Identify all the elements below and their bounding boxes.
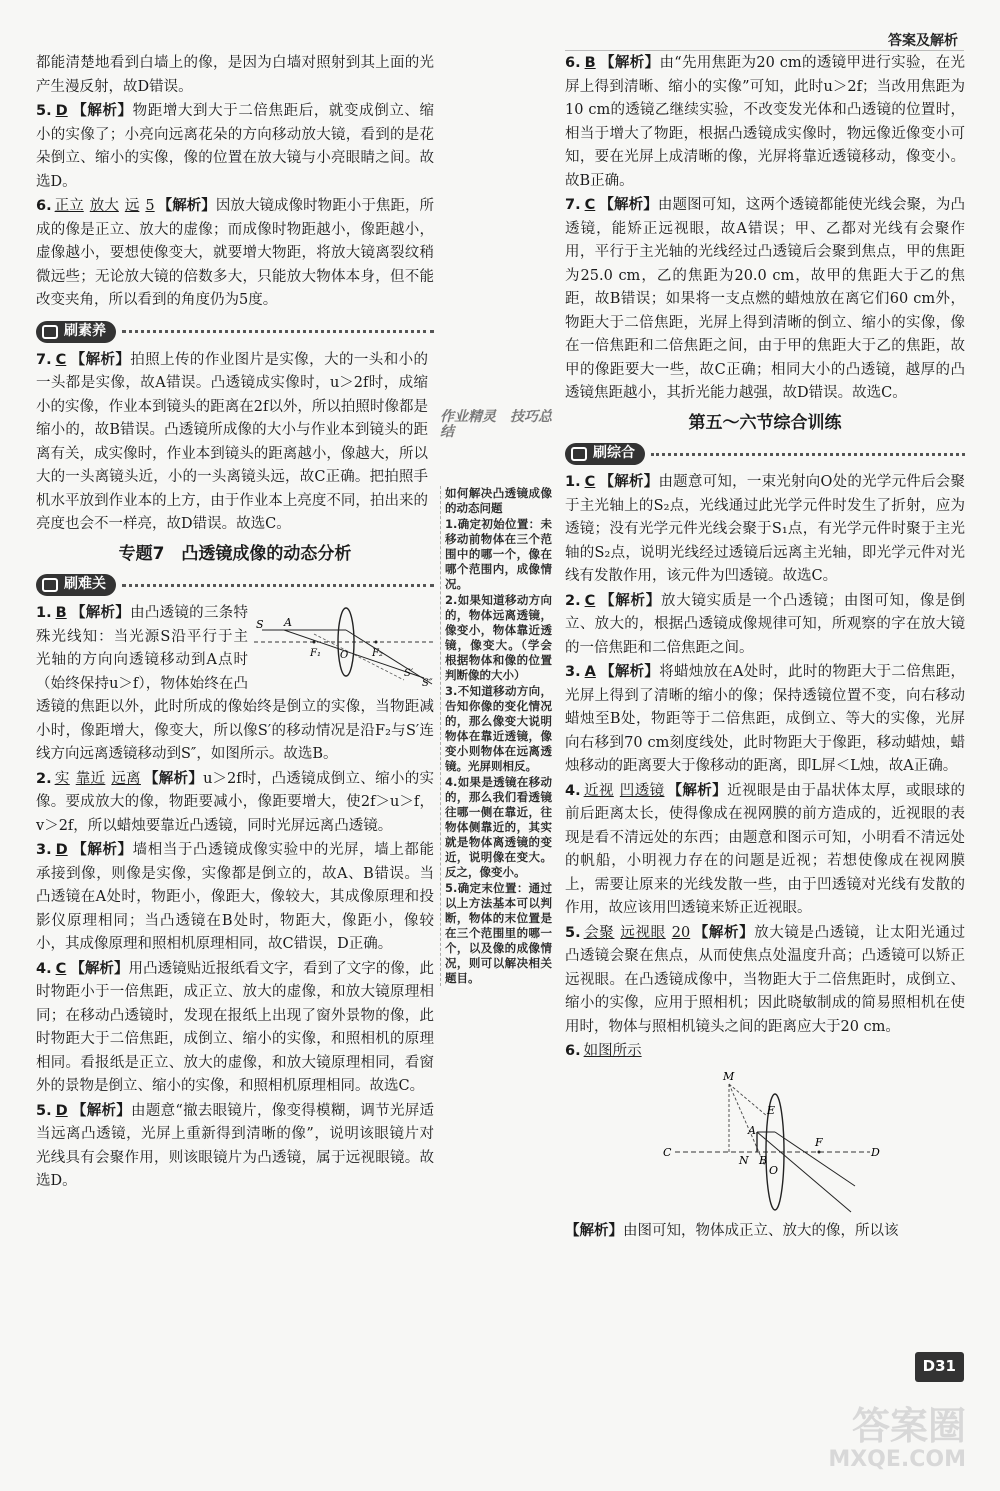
tip-title: 作业精灵 技巧总结 xyxy=(440,409,552,440)
answer-item-s3: 3. D 【解析】墙相当于凸透镜成像实验中的光屏，墙上都能承接到像，则像是实像，实像都是倒立的，故A、B错误。当凸透镜在A处时，物距小，像距大，像较大，其成像原理和投影仪原理相同；当凸透镜在B处时，物距大，像距小，像较小，其成像原理和照相机原理相同，故C错误，D正确。 xyxy=(36,842,435,952)
section-bar-comprehensive xyxy=(565,441,965,467)
header-label: 答案及解析 xyxy=(888,33,958,49)
answer-item-c5: 5. 会聚 远视眼 20 【解析】放大镜是凸透镜，让太阳光通过凸透镜会聚在焦点，从而使焦点处温度升高；凸透镜可以矫正远视眼。在凸透镜成像中，当物距大于二倍焦距时，成倒立、缩小的实像，应用于照相机；因此晓敏制成的简易照相机在使用时，物体与照相机镜头之间的距离应大于20 cm。 xyxy=(565,924,966,1035)
lens-ray-diagram-2 xyxy=(655,1066,885,1218)
tip-line: 4.如果是透镜在移动的，那么我们看透镜往哪一侧在靠近，往物体侧靠近的，其实就是物体离透镜的变近，说明像在变大。反之，像变小。 xyxy=(445,775,552,879)
tip-content xyxy=(440,486,552,986)
svg-text:S″: S″ xyxy=(422,678,433,688)
svg-text:N: N xyxy=(739,1153,749,1167)
answer-item-c2: 2. C 【解析】放大镜实质是一个凸透镜；由图可知，像是倒立、放大的，根据凸透镜成像规律可知，所观察的字在放大镜的一倍焦距和二倍焦距之间。 xyxy=(565,592,966,656)
dotted-divider xyxy=(122,330,434,333)
section-bar-hard xyxy=(36,572,434,598)
answer-choice: C xyxy=(584,474,596,490)
tip-line: 5.确定末位置：通过以上方法基本可以判断，物体的末位置是在三个范围里的哪一个，以及像的成像情况，则可以解决相关题目。 xyxy=(445,881,552,985)
answer-item-s4: 4. C 【解析】用凸透镜贴近报纸看文字，看到了文字的像，此时物距小于一倍焦距，成正立、放大的虚像，和放大镜原理相同；在移动凸透镜时，发现在报纸上出现了窗外景物的像，此时物距大于二倍焦距，成倒立、缩小的实像，和照相机的原理相同。看报纸是正立、放大的虚像，和放大镜原理相同，看窗外的景物是倒立、缩小的实像，和照相机原理相同。故选C。 xyxy=(36,960,435,1094)
answer-choice: B xyxy=(584,55,596,71)
tip-sidebar xyxy=(440,410,552,987)
book-icon xyxy=(42,325,58,339)
section-title: 第五～六节综合训练 xyxy=(688,412,842,433)
dotted-divider xyxy=(122,584,434,587)
answer-item-c6: 6. 如图所示 xyxy=(565,1043,642,1059)
svg-text:S′: S′ xyxy=(404,668,414,679)
answer-item-5: 5. D 【解析】物距增大到大于二倍焦距后，就变成倒立、缩小的实像了；小亮向远离花朵的方向移动放大镜，看到的是花朵倒立、缩小的实像，像的位置在放大镜与小亮眼睛之间。故选D。 xyxy=(36,103,435,190)
watermark-text: 答案圈 xyxy=(851,1404,966,1448)
svg-text:D: D xyxy=(871,1145,880,1159)
answer-choice: D xyxy=(55,103,68,119)
paragraph-continuation: 都能清楚地看到白墙上的像，是因为白墙对照射到其上面的光产生漫反射，故D错误。 xyxy=(36,55,434,95)
tip-line: 如何解决凸透镜成像的动态问题 xyxy=(445,486,552,515)
book-icon xyxy=(42,578,58,592)
tip-line: 2.如果知道移动方向的，物体远离透镜，像变小，物体靠近透镜，像变大。（学会根据物体和像的位置判断像的大小） xyxy=(445,593,552,682)
svg-text:F₂: F₂ xyxy=(372,648,383,659)
tip-line: 1.确定初始位置：未移动前物体在三个范围中的哪一个，像在哪个范围内，成像情况。 xyxy=(445,517,552,591)
svg-text:O: O xyxy=(769,1163,779,1177)
tip-line: 3.不知道移动方向，告知你像的变化情况的，那么像变大说明物体在靠近透镜，像变小则物体在远离透镜。光屏则相反。 xyxy=(445,684,552,773)
answer-item-s1: S A F₁ O F₂ S′ S″ 1. B 【解析】由凸透镜的三条特殊光线知：当光源S沿平行于主光轴的方向向透镜移动到A点时（始终保持u＞f），物体始终在凸透镜的焦距以外，此时所成的像始终是倒立的实像，当物距减小时，像距增大，像变大，所以像S′的移动情况是沿F₂与S′连线方向远离透镜移动到S″，如图所示。故选B。 xyxy=(36,605,434,762)
answer-choice: B xyxy=(55,605,67,621)
section-badge: 刷难关 xyxy=(36,574,116,596)
answer-choice: A xyxy=(584,664,596,680)
answer-item-7: 7. C 【解析】拍照上传的作业图片是实像，大的一头和小的一头都是实像，故A错误。凸透镜成实像时，u＞2f时，成缩小的实像，作业本到镜头的距离在2f以外，所以拍照时像都是缩小的，故B错误。凸透镜所成像的大小与作业本到镜头的距离有关，成实像时，作业本到镜头的距离越小，像越大，所以大的一头离镜头近，小的一头离镜头远，故C正确。把拍照手机水平放到作业本的上方，由于作业本上亮度不同，拍出来的亮度也会不一样亮，故D错误。故选C。 xyxy=(36,351,429,532)
svg-text:A: A xyxy=(748,1123,756,1137)
svg-text:S: S xyxy=(256,618,264,631)
answer-choice: D xyxy=(55,842,68,858)
svg-text:C: C xyxy=(663,1145,672,1159)
section-badge: 刷综合 xyxy=(565,443,645,465)
left-column xyxy=(36,52,434,1195)
page-number: D31 xyxy=(915,1352,964,1382)
header-rule xyxy=(565,50,964,51)
answer-choice: C xyxy=(584,592,596,609)
book-icon xyxy=(571,447,587,461)
answer-choice: C xyxy=(55,960,67,977)
answer-item-s2: 2. 实 靠近 远离 【解析】u＞2f时，凸透镜成倒立、缩小的实像。要成放大的像，物距要减小，像距要增大，使2f＞u＞f，v＞2f，所以蜡烛要靠近凸透镜，同时光屏远离凸透镜。 xyxy=(36,770,435,834)
answer-item-r7: 7. C 【解析】由题图可知，这两个透镜都能使光线会聚，为凸透镜，能矫正远视眼，故A错误；甲、乙都对光线有会聚作用，平行于主光轴的光线经过凸透镜后会聚到焦点，甲的焦距为25.0 cm，乙的焦距为20.0 cm，故甲的焦距大于乙的焦距，故B错误；如果将一支点燃的蜡烛放在离它们60 cm外，物距大于二倍焦距，光屏上得到清晰的倒立、缩小的实像，像在一倍焦距和二倍焦距之间，由于甲的焦距大于乙的焦距，故甲的像距要大一些，故C正确；相同大小的凸透镜，越厚的凸透镜焦距越小，其折光能力越强，故D错误。故选C。 xyxy=(565,197,966,401)
svg-text:B: B xyxy=(759,1153,768,1167)
section-bar-literacy xyxy=(36,319,434,345)
answer-choice: C xyxy=(55,351,67,368)
lens-ray-diagram-1 xyxy=(254,606,434,688)
answer-item-c1: 1. C 【解析】由题意可知，一束光射向O处的光学元件后会聚于主光轴上的S₂点，光线通过此光学元件时发生了折射，应为透镜；没有光学元件光线会聚于S₁点，有光学元件时聚于主光轴的S₂点，说明光线经过透镜后远离主光轴，即光学元件对光线有发散作用，该元件为凹透镜。故选C。 xyxy=(565,474,965,584)
answer-item-s5: 5. D 【解析】由题意“撤去眼镜片，像变得模糊，调节光屏适当远离凸透镜，光屏上重新得到清晰的像”，说明该眼镜片对光线具有会聚作用，则该眼镜片为凸透镜，属于远视眼镜。故选D。 xyxy=(36,1102,434,1189)
answer-item-c6-analysis: 【解析】由图可知，物体成正立、放大的像，所以该 xyxy=(565,1222,899,1239)
section-badge: 刷素养 xyxy=(36,321,116,343)
svg-text:E: E xyxy=(767,1103,776,1117)
section-title: 专题7 凸透镜成像的动态分析 xyxy=(118,543,352,564)
answer-choice: D xyxy=(55,1102,68,1119)
answer-item-6: 6. 正立 放大 远 5 【解析】因放大镜成像时物距小于焦距，所成的像是正立、放大的虚像；而成像时物距越小，像距越小，虚像越小，要想使像变大，就要增大物距，将放大镜离裂纹稍微远些；无论放大镜的倍数多大，只能放大物体本身，但不能改变夹角，所以看到的角度仍为5度。 xyxy=(36,198,435,308)
answer-item-r6: 6. B 【解析】由“先用焦距为20 cm的透镜甲进行实验，在光屏上得到清晰、缩小的实像”可知，此时u＞2f；当改用焦距为10 cm的透镜乙继续实验，不改变发光体和凸透镜的位置时，相当于增大了物距，根据凸透镜成实像时，物远像近像变小可知，要在光屏上成清晰的像，光屏将靠近透镜移动，像变小。故B正确。 xyxy=(565,55,966,189)
watermark-logo xyxy=(828,1405,966,1473)
answer-item-c3: 3. A 【解析】将蜡烛放在A处时，此时的物距大于二倍焦距，光屏上得到了清晰的缩小的像；保持透镜位置不变，向右移动蜡烛至B处，物距等于二倍焦距，成倒立、等大的实像，光屏向右移到70 cm刻度线处，此时物距大于像距，移动蜡烛，蜡烛移动的距离要大于像移动的距离，即L屏＜L烛，故A正确。 xyxy=(565,664,965,774)
answer-item-c4: 4. 近视 凹透镜 【解析】近视眼是由于晶状体太厚，或眼球的前后距离太长，使得像成在视网膜的前方造成的，近视眼的表现是看不清远处的东西；由题意和图示可知，小明看不清远处的帆船，小明视力存在的问题是近视；若想使像成在视网膜上，需要让原来的光线发散一些，由于凹透镜对光线有发散的作用，故应该用凹透镜来矫正近视眼。 xyxy=(565,782,966,916)
svg-text:F₁: F₁ xyxy=(310,648,321,659)
svg-text:F: F xyxy=(815,1135,823,1149)
right-column xyxy=(565,52,965,1244)
svg-text:M: M xyxy=(723,1069,735,1083)
svg-text:A: A xyxy=(284,616,292,629)
answer-choice: C xyxy=(584,197,596,213)
dotted-divider xyxy=(651,453,965,456)
svg-text:O: O xyxy=(340,650,349,661)
watermark-url: MXQE.COM xyxy=(828,1447,966,1472)
